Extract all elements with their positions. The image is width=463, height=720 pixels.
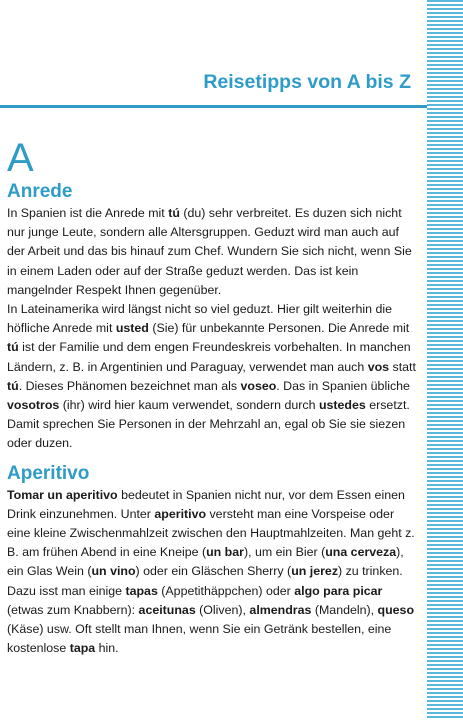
bold-term: tapas [125,583,158,598]
bold-term: almendras [249,602,312,617]
bold-term: tapa [69,641,96,656]
bold-term: aperitivo [154,506,207,521]
text-run: . Dieses Phänomen bezeichnet man als [18,378,241,393]
bold-term: un jerez [291,564,339,579]
text-run: (Sie) für unbekannte Personen. Die Anrede mit [148,321,410,336]
text-run: (du) sehr verbreitet. Es duzen sich nicht nur junge Leute, sondern alle Altersgruppen. Geduzt wird man auch auf der Arbeit und das bis hinauf zum Chef. Wundern Sie sich nicht, wenn Sie in einem Laden oder auf der Straße geduzt werden. Das ist kein mangelnder Respekt Ihnen gegenüber. [7,206,412,297]
bold-term: algo para picar [294,583,383,598]
text-run: In Lateinamerika wird längst nicht so viel geduzt. Hier gilt weiterhin die höfliche Anrede mit [7,302,392,336]
text-run: (etwas zum Knabbern): [7,602,139,617]
header-rule [0,105,427,108]
text-run: ), ein Glas Wein ( [7,545,404,579]
bold-term: Tomar un aperitivo [7,487,118,502]
bold-term: un vino [91,564,136,579]
text-run: statt [389,359,416,374]
text-run: (ihr) wird hier kaum verwendet, sondern durch [59,398,319,413]
text-run: (Appetithäppchen) oder [157,583,295,598]
section-letter: A [7,136,34,180]
bold-term: usted [115,321,149,336]
text-run: In Spanien ist die Anrede mit [7,206,169,220]
bold-term: ustedes [318,398,366,413]
bold-term: vosotros [7,398,60,413]
entry-paragraph [7,486,419,659]
text-run: ), um ein Bier ( [243,545,326,560]
text-run: versteht man eine Vorspeise oder eine kleine Zwischenmahlzeit zwischen den Hauptmahlzeiten. Man geht z. B. am frühen Abend in eine Kneipe ( [7,506,415,560]
running-header-title: Reisetipps von A bis Z [203,71,411,93]
bold-term: tú [168,206,180,220]
entry-heading-aperitivo: Aperitivo [7,462,90,484]
entry-heading-anrede: Anrede [7,181,73,202]
side-stripe-decoration [427,0,463,720]
entry-paragraph [7,300,419,454]
page-content [7,136,419,658]
text-run: bedeutet in Spanien nicht nur, vor dem Essen einen Drink einzunehmen. Unter [7,487,405,521]
text-run: ersetzt. Damit sprechen Sie Personen in der Mehrzahl an, egal ob Sie sie siezen oder duzen. [7,398,410,451]
bold-term: queso [377,602,415,617]
bold-term: tú [7,340,19,355]
text-run: ist der Familie und dem engen Freundeskreis vorbehalten. In manchen Ländern, z. B. in Argentinien und Paraguay, verwendet man auch [7,340,411,374]
text-run: ) zu trinken. Dazu isst man einige [7,564,403,598]
text-run: (Mandeln), [311,602,378,617]
text-run: ) oder ein Gläschen Sherry ( [135,564,292,579]
bold-term: tú [7,378,19,393]
entry-paragraph [7,204,419,300]
text-run: (Oliven), [195,602,250,617]
text-run: . Das in Spanien übliche [276,378,410,393]
bold-term: voseo [240,378,277,393]
bold-term: una cerveza [325,545,397,560]
bold-term: aceitunas [138,602,196,617]
text-run: (Käse) usw. Oft stellt man Ihnen, wenn Sie ein Getränk bestellen, eine kostenlose [7,622,392,656]
text-run: hin. [95,641,119,656]
bold-term: un bar [206,545,244,560]
bold-term: vos [367,359,390,374]
